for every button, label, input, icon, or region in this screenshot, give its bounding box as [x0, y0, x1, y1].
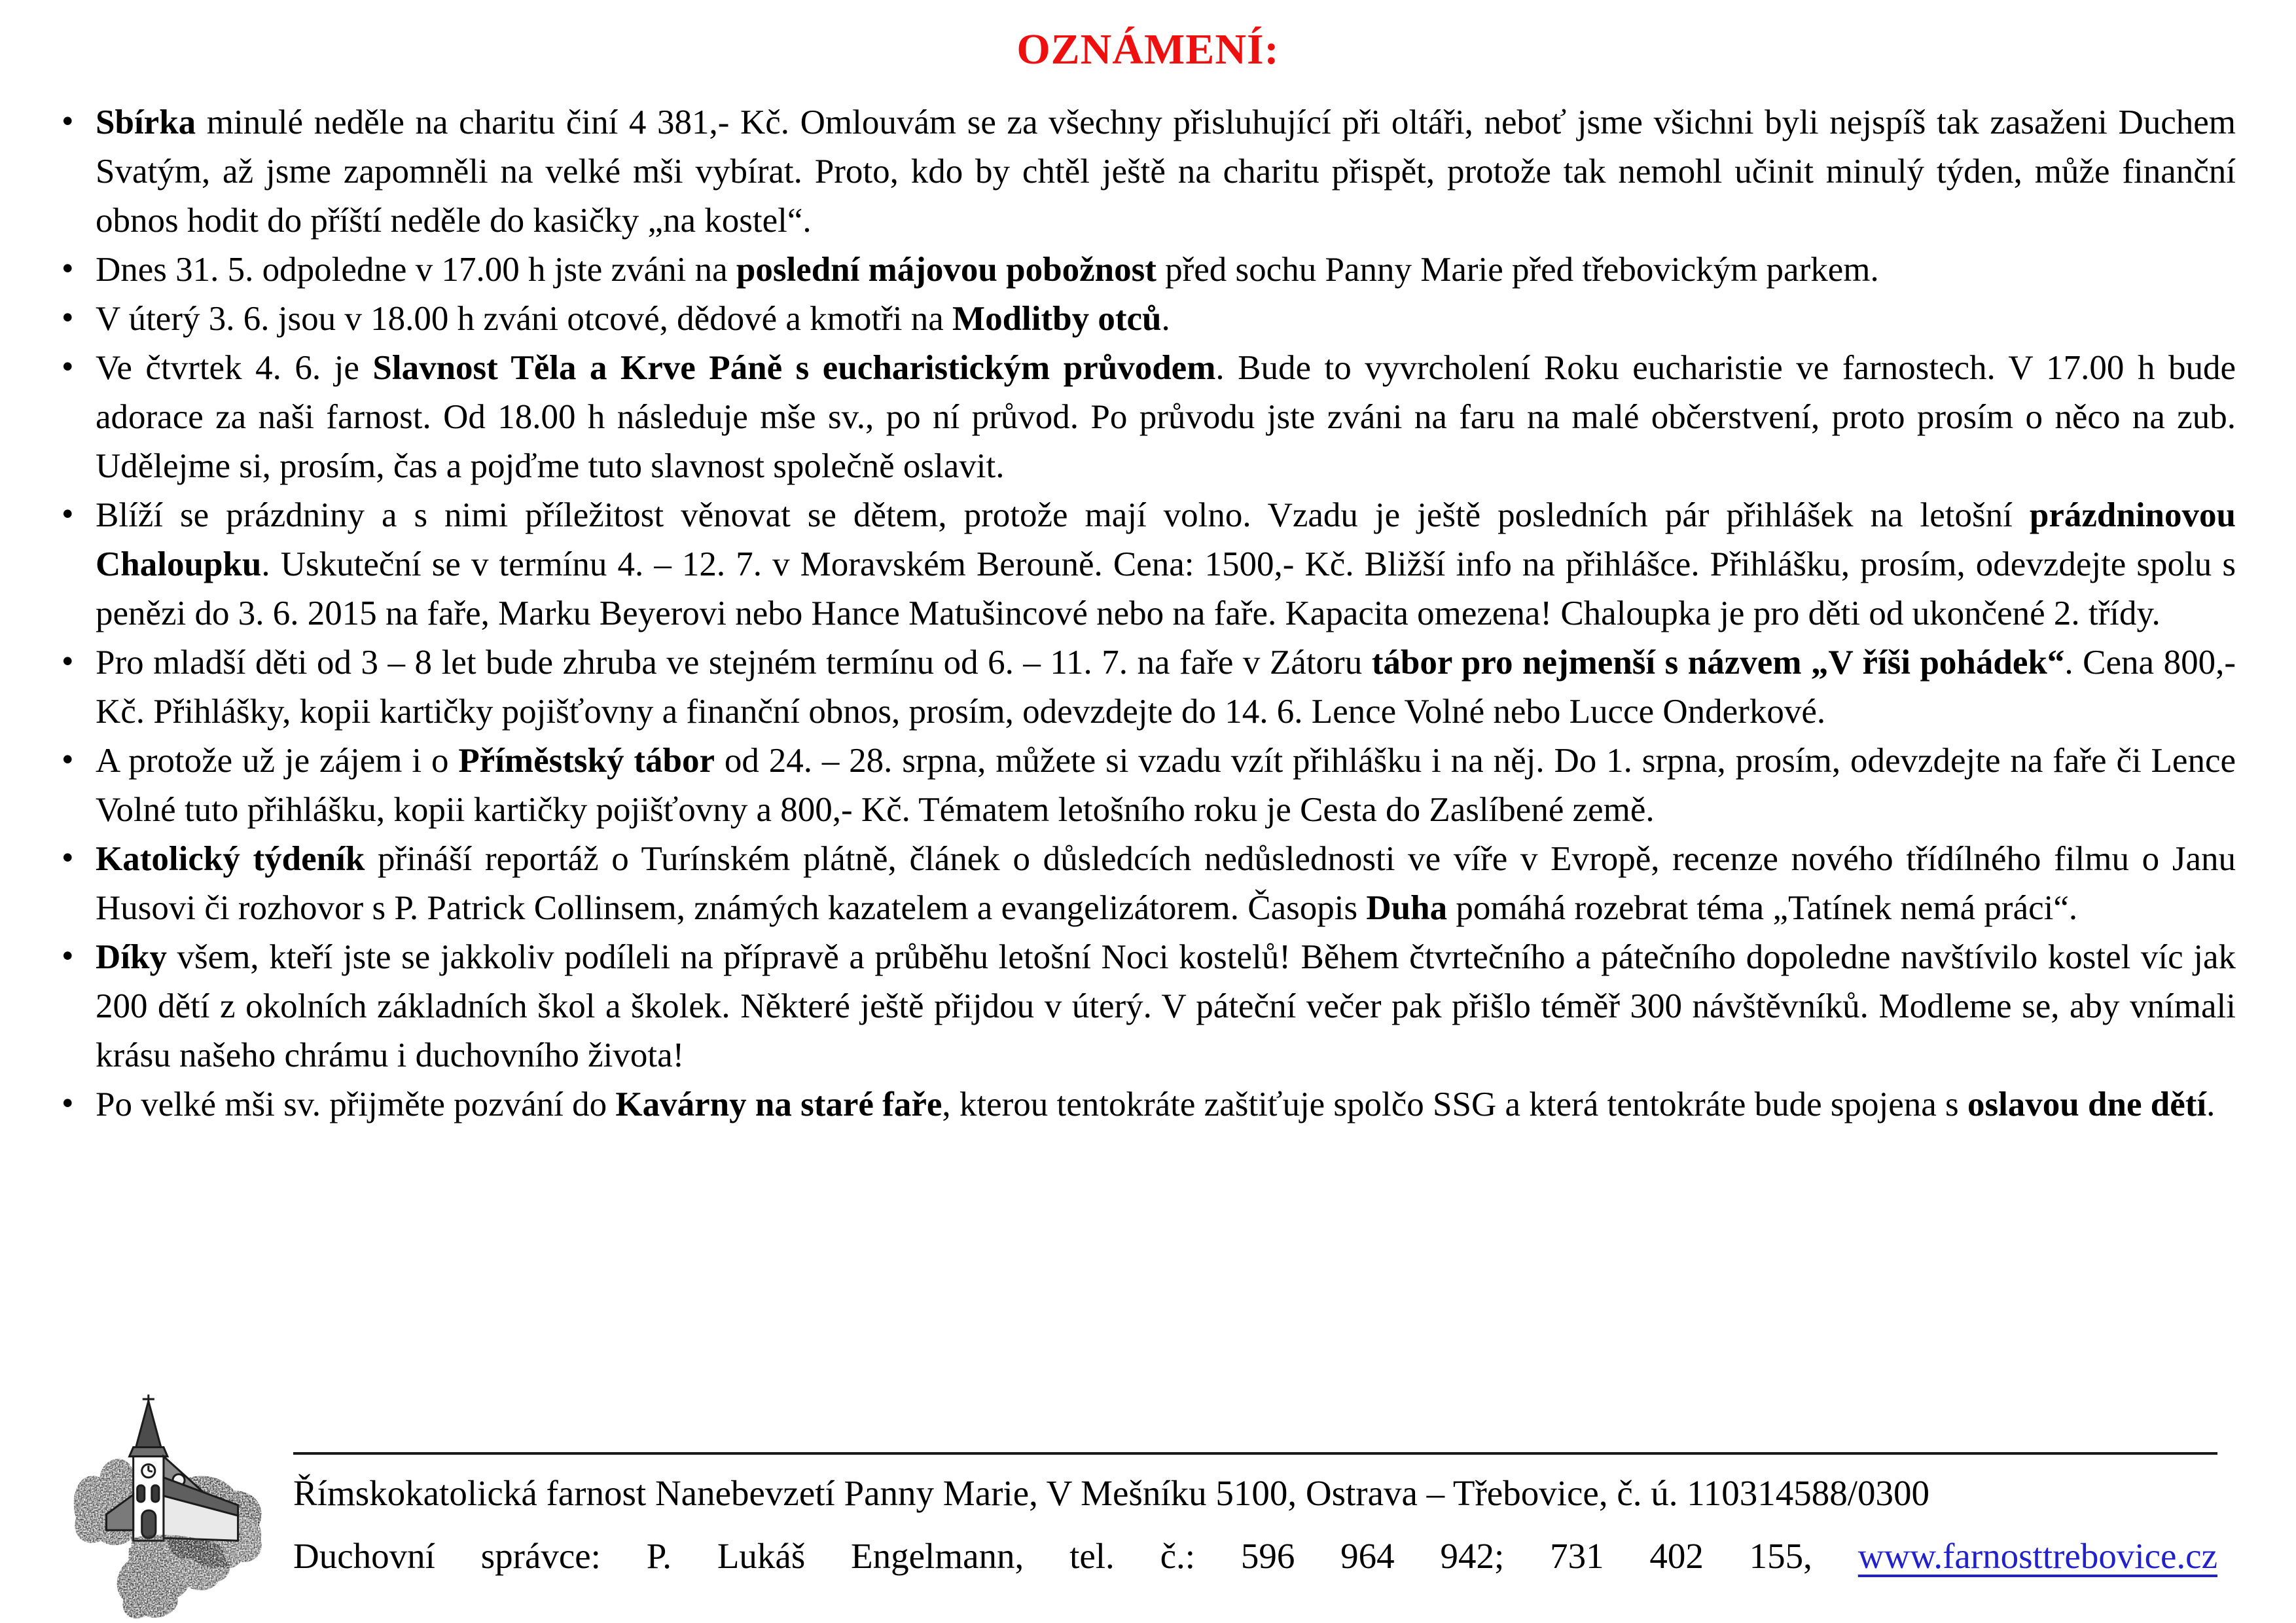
announcement-item	[96, 933, 2236, 1080]
text-segment-bold: Katolický týdeník	[96, 840, 365, 878]
text-segment: .	[1161, 300, 1170, 338]
text-segment-bold: Duha	[1366, 889, 1448, 927]
text-segment: Blíží se prázdniny a s nimi příležitost věnovat se dětem, protože mají volno. Vzadu je ještě posledních pár přihlášek na letošní	[96, 496, 2030, 534]
text-segment: přináší reportáž o Turínském plátně, článek o důsledcích nedůslednosti ve víře v Evropě, recenze nového třídílného filmu o Janu Husovi či rozhovor s P. Patrick Collinsem, známých kazatelem a evangelizátorem. Časopis	[96, 840, 2236, 927]
text-segment: , kterou tentokráte zaštiťuje spolčo SSG a která tentokráte bude spojena s	[942, 1085, 1967, 1123]
text-segment: .	[2206, 1085, 2215, 1123]
text-segment-bold: prázdninovou Chaloupku	[96, 496, 2236, 583]
announcement-item	[96, 246, 2236, 295]
text-segment: . Uskuteční se v termínu 4. – 12. 7. v Moravském Berouně. Cena: 1500,- Kč. Bližší info na přihlášce. Přihlášku, prosím, odevzdejte spolu s penězi do 3. 6. 2015 na faře, Marku Beyerovi nebo Hance Matušincové nebo na faře. Kapacita omezena! Chaloupka je pro děti od ukončené 2. třídy.	[96, 545, 2236, 632]
pastor-info-text: Duchovní správce: P. Lukáš Engelmann, tel. č.: 596 964 942; 731 402 155,	[293, 1536, 1812, 1576]
text-segment: Pro mladší děti od 3 – 8 let bude zhruba ve stejném termínu od 6. – 11. 7. na faře v Zátoru	[96, 644, 1372, 682]
announcement-item	[96, 835, 2236, 933]
text-segment-bold: Díky	[96, 938, 167, 976]
announcement-item	[96, 638, 2236, 737]
parish-info-line: Římskokatolická farnost Nanebevzetí Panny Marie, V Mešníku 5100, Ostrava – Třebovice, č. ú. 110314588/0300	[293, 1473, 1929, 1513]
website-link[interactable]: www.farnosttrebovice.cz	[1857, 1536, 2217, 1576]
pastor-info-line	[293, 1535, 2217, 1578]
text-segment: Ve čtvrtek 4. 6. je	[96, 349, 373, 387]
text-segment: minulé neděle na charitu činí 4 381,- Kč. Omlouvám se za všechny přisluhující při oltáři, neboť jsme všichni byli nejspíš tak zasaženi Duchem Svatým, až jsme zapomněli na velké mši vybírat. Proto, kdo by chtěl ještě na charitu přispět, protože tak nemohl učinit minulý týden, může finanční obnos hodit do příští neděle do kasičky „na kostel“.	[96, 103, 2236, 240]
footer-divider	[293, 1452, 2217, 1455]
footer-contact-block	[293, 1388, 2217, 1578]
bush-sketch	[117, 1535, 230, 1618]
text-segment: Po velké mši sv. přijměte pozvání do	[96, 1085, 616, 1123]
text-segment: pomáhá rozebrat téma „Tatínek nemá práci“.	[1447, 889, 2078, 927]
text-segment-bold: Kavárny na staré faře	[615, 1085, 942, 1123]
text-segment: V úterý 3. 6. jsou v 18.00 h zváni otcové, dědové a kmotři na	[96, 300, 953, 338]
announcements-list	[96, 98, 2236, 1129]
announcement-item	[96, 98, 2236, 246]
text-segment: před sochu Panny Marie před třebovickým parkem.	[1156, 251, 1879, 289]
text-segment: . Cena 800,- Kč. Přihlášky, kopii kartičky pojišťovny a finanční obnos, prosím, odevzdejte do 14. 6. Lence Volné nebo Lucce Onderkové.	[96, 644, 2236, 731]
text-segment-bold: Modlitby otců	[952, 300, 1162, 338]
church-sketch-image	[65, 1392, 275, 1622]
text-segment: A protože už je zájem i o	[96, 742, 459, 780]
announcement-item	[96, 491, 2236, 638]
page-title: OZNÁMENÍ:	[1016, 26, 1280, 73]
text-segment-bold: tábor pro nejmenší s názvem „V říši pohádek“	[1371, 644, 2065, 682]
announcement-item	[96, 737, 2236, 835]
text-segment-bold: oslavou dne dětí	[1967, 1085, 2207, 1123]
text-segment: od 24. – 28. srpna, můžete si vzadu vzít přihlášku i na něj. Do 1. srpna, prosím, odevzdejte na faře či Lence Volné tuto přihlášku, kopii kartičky pojišťovny a 800,- Kč. Tématem letošního roku je Cesta do Zaslíbené země.	[96, 742, 2236, 829]
text-segment-bold: Příměstský tábor	[458, 742, 715, 780]
text-segment-bold: poslední májovou pobožnost	[736, 251, 1157, 289]
footer	[0, 1388, 2296, 1623]
text-segment: všem, kteří jste se jakkoliv podíleli na přípravě a průběhu letošní Noci kostelů! Během čtvrtečního a pátečního dopoledne navštívilo kostel víc jak 200 dětí z okolních základních škol a školek. Některé ještě přijdou v úterý. V páteční večer pak přišlo téměř 300 návštěvníků. Modleme se, aby vnímali krásu našeho chrámu i duchovního života!	[96, 938, 2236, 1074]
announcement-item	[96, 1080, 2236, 1129]
announcement-item	[96, 295, 2236, 344]
text-segment-bold: Slavnost Těla a Krve Páně s eucharistickým průvodem	[372, 349, 1216, 387]
text-segment: Dnes 31. 5. odpoledne v 17.00 h jste zváni na	[96, 251, 736, 289]
text-segment-bold: Sbírka	[96, 103, 196, 141]
text-segment: . Bude to vyvrcholení Roku eucharistie ve farnostech. V 17.00 h bude adorace za naši farnost. Od 18.00 h následuje mše sv., po ní průvod. Po průvodu jste zváni na faru na malé občerstvení, proto prosím o něco na zub. Udělejme si, prosím, čas a pojďme tuto slavnost společně oslavit.	[96, 349, 2236, 485]
announcement-item	[96, 344, 2236, 491]
